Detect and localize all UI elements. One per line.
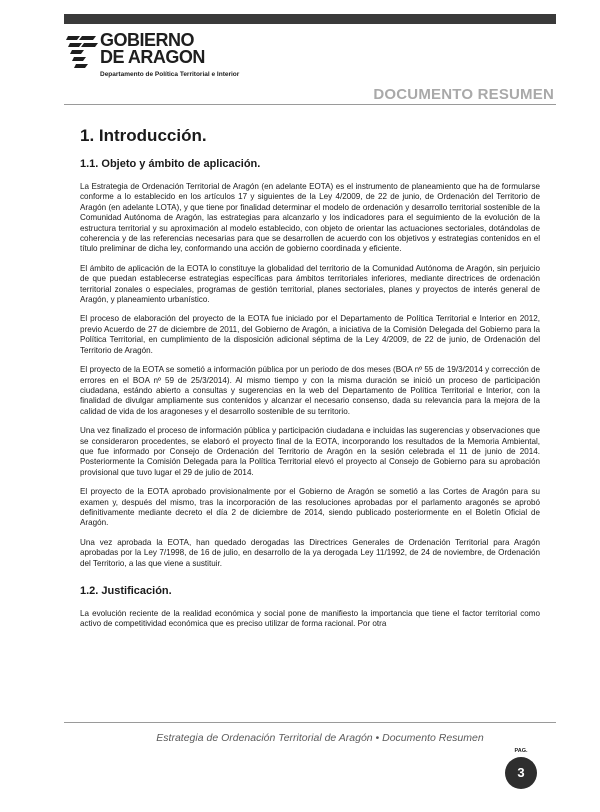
page-number-badge: 3 — [505, 757, 537, 789]
gobierno-de-aragon-logo — [66, 30, 240, 90]
page-label: PAG. — [514, 748, 528, 754]
footer-divider — [64, 722, 556, 723]
header-top-bar — [64, 14, 556, 24]
paragraph: La Estrategia de Ordenación Territorial de Aragón (en adelante EOTA) es el instrumento de planeamiento que ha de formularse conforme a lo establecido en los artículos 17 y siguientes de la Ley 4/2009, de 22 de junio, de Ordenación del Territorio de Aragón (en adelante LOTA), y que tiene por finalidad determinar el modelo de ordenación y desarrollo territorial sostenible de la Comunidad Autónoma de Aragón, las estrategias para alcanzarlo y los indicadores para el seguimiento de la evolución de la estructura territorial y su aproximación al modelo establecido, con objeto de orientar las actuaciones sectoriales, dotándolas de coherencia y de las referencias necesarias para que se desarrollen de acuerdo con los objetivos y estrategias contenidos en el título preliminar de dicha ley, conformando una acción de gobierno coordinada y eficiente. — [80, 182, 540, 254]
section-heading: 1.2. Justificación. — [80, 585, 172, 597]
aragon-logo-icon — [66, 32, 100, 68]
department-name: Departamento de Política Territorial e Interior — [100, 71, 240, 78]
paragraph: La evolución reciente de la realidad económica y social pone de manifiesto la importancia que tiene el factor territorial como activo de competitividad económica que es preciso utilizar de forma racional. Por otra — [80, 609, 540, 629]
document-type-label: DOCUMENTO RESUMEN — [373, 86, 554, 103]
footer-title: Estrategia de Ordenación Territorial de Aragón • Documento Resumen — [156, 732, 484, 744]
paragraph: El proyecto de la EOTA se sometió a información pública por un periodo de dos meses (BOA nº 55 de 19/3/2014 y corrección de errores en el BOA nº 59 de 25/3/2014). Al mismo tiempo y con la misma duración se inició un proceso de participación ciudadana, estándo abierto a consultas y sugerencias en la web del Departamento de Política Territorial e Interior, con la finalidad de divulgar ampliamente sus contenidos y alcanzar el necesario consenso, dada su relevancia para la mejora de la calidad de vida de los aragoneses y el desarrollo sostenible de su territorio. — [80, 365, 540, 416]
page-title: 1. Introducción. — [80, 126, 207, 145]
header-divider — [64, 104, 556, 105]
section-heading: 1.1. Objeto y ámbito de aplicación. — [80, 158, 261, 170]
main-content — [80, 126, 540, 639]
paragraph: El ámbito de aplicación de la EOTA lo constituye la globalidad del territorio de la Comunidad Autónoma de Aragón, sin perjuicio de que puedan establecerse estrategias específicas para ámbitos territoriales inferiores, mediante directrices de ordenación territorial zonales o especiales, programas de gestión territorial, planes sectoriales, planes y proyectos de interés general de Aragón, y planeamiento urbanístico. — [80, 263, 540, 305]
logo-text-line1: GOBIERNO — [100, 30, 195, 50]
paragraph: El proceso de elaboración del proyecto de la EOTA fue iniciado por el Departamento de Política Territorial e Interior en 2012, previo Acuerdo de 27 de diciembre de 2011, del Gobierno de Aragón, a iniciativa de la Comisión Delegada del Gobierno para la Política Territorial, en cumplimiento de la disposición adicional séptima de la Ley 4/2009, de 22 de junio, de Ordenación del Territorio de Aragón. — [80, 314, 540, 355]
logo-text-line2: DE ARAGON — [100, 47, 205, 67]
paragraph: Una vez finalizado el proceso de información pública y participación ciudadana e incluidas las sugerencias y observaciones que se consideraron procedentes, se elaboró el proyecto final de la EOTA, incorporando los resultados de la Memoria Ambiental, que fue informado por Consejo de Ordenación del Territorio de Aragón en la sesión celebrada el 11 de junio de 2014. Posteriormente la Comisión Delegada para la Política Territorial elevó el proyecto al Consejo de Gobierno para su aprobación provisional que tuvo lugar el 29 de julio de 2014. — [80, 426, 540, 477]
paragraph: Una vez aprobada la EOTA, han quedado derogadas las Directrices Generales de Ordenación Territorial para Aragón aprobadas por la Ley 7/1998, de 16 de julio, en desarrollo de la ya derogada Ley 11/1992, de 24 de noviembre, de Ordenación del Territorio, a las que viene a sustituir. — [80, 537, 540, 568]
paragraph: El proyecto de la EOTA aprobado provisionalmente por el Gobierno de Aragón se sometió a las Cortes de Aragón para su examen y, después del mismo, tras la incorporación de las resoluciones aprobadas por el parlamento aragonés se aprobó definitivamente mediante decreto el día 2 de diciembre de 2014, siendo publicado posteriormente en el Boletín Oficial de Aragón. — [80, 487, 540, 528]
